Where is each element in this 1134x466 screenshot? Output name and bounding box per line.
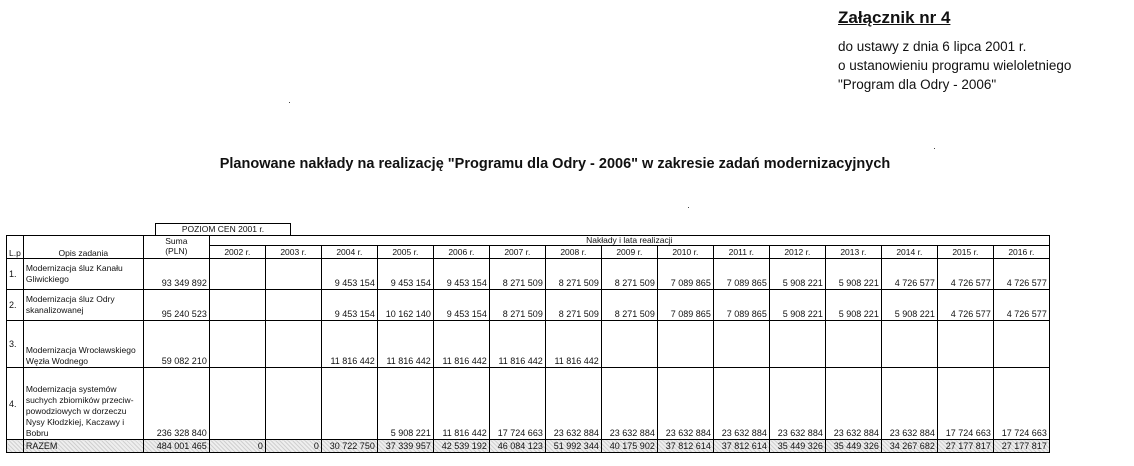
header-year: 2009 r.: [601, 246, 657, 259]
table-row: [7, 321, 1050, 368]
year-value: 23 632 884: [881, 368, 937, 440]
header-year: 2002 r.: [209, 246, 265, 259]
annex-title: Załącznik nr 4: [838, 8, 951, 27]
year-value: [209, 321, 265, 368]
year-value: 7 089 865: [713, 259, 769, 290]
year-value: [265, 290, 321, 321]
total-year-value: 27 177 817: [937, 440, 993, 453]
total-year-value: 40 175 902: [601, 440, 657, 453]
total-year-value: 37 812 614: [657, 440, 713, 453]
year-value: 8 271 509: [545, 259, 601, 290]
header-year: 2004 r.: [321, 246, 377, 259]
total-lp-cell: [7, 440, 24, 453]
header-row-group: [7, 236, 1050, 246]
year-value: [321, 368, 377, 440]
year-value: 11 816 442: [489, 321, 545, 368]
year-value: 8 271 509: [489, 290, 545, 321]
year-value: 8 271 509: [601, 290, 657, 321]
total-label: RAZEM: [23, 440, 143, 453]
year-value: 17 724 663: [489, 368, 545, 440]
task-sum: 95 240 523: [143, 290, 209, 321]
year-value: 5 908 221: [825, 290, 881, 321]
price-level-label: POZIOM CEN 2001 r.: [155, 223, 291, 235]
year-value: [601, 321, 657, 368]
total-year-value: 35 449 326: [769, 440, 825, 453]
year-value: [209, 290, 265, 321]
year-value: 8 271 509: [601, 259, 657, 290]
task-description: Modernizacja śluz Odry skanalizowanej: [23, 290, 143, 321]
header-year: 2007 r.: [489, 246, 545, 259]
annex-line-2: o ustanowieniu programu wieloletniego: [838, 58, 1072, 73]
year-value: [265, 321, 321, 368]
header-year: 2005 r.: [377, 246, 433, 259]
year-value: 17 724 663: [937, 368, 993, 440]
year-value: 23 632 884: [601, 368, 657, 440]
header-year: 2015 r.: [937, 246, 993, 259]
total-year-value: 51 992 344: [545, 440, 601, 453]
header-year: 2008 r.: [545, 246, 601, 259]
total-sum: 484 001 465: [143, 440, 209, 453]
year-value: [881, 321, 937, 368]
year-value: 17 724 663: [993, 368, 1049, 440]
year-value: 23 632 884: [545, 368, 601, 440]
year-value: [769, 321, 825, 368]
header-description: Opis zadania: [23, 236, 143, 259]
year-value: [265, 368, 321, 440]
total-year-value: 30 722 750: [321, 440, 377, 453]
year-value: [993, 321, 1049, 368]
year-value: 4 726 577: [881, 259, 937, 290]
header-year: 2006 r.: [433, 246, 489, 259]
total-row: [7, 440, 1050, 453]
table-row: [7, 290, 1050, 321]
year-value: 11 816 442: [433, 368, 489, 440]
header-year: 2014 r.: [881, 246, 937, 259]
year-value: [209, 259, 265, 290]
task-description: Modernizacja systemów suchych zbiorników przeciw-powodziowych w dorzeczu Nysy Kłodzkiej, Kaczawy i Bobru: [23, 368, 143, 440]
table-row: [7, 368, 1050, 440]
year-value: 10 162 140: [377, 290, 433, 321]
year-value: [937, 321, 993, 368]
year-value: 4 726 577: [937, 259, 993, 290]
total-year-value: 46 084 123: [489, 440, 545, 453]
header-lp: L.p: [7, 236, 24, 259]
table-body: [7, 259, 1050, 453]
annex-line-3: "Program dla Odry - 2006": [838, 77, 997, 92]
task-sum: 236 328 840: [143, 368, 209, 440]
total-year-value: 37 339 957: [377, 440, 433, 453]
year-value: 5 908 221: [769, 259, 825, 290]
year-value: 7 089 865: [713, 290, 769, 321]
header-year: 2003 r.: [265, 246, 321, 259]
year-value: [825, 321, 881, 368]
header-year: 2011 r.: [713, 246, 769, 259]
year-value: 7 089 865: [657, 290, 713, 321]
year-value: 23 632 884: [769, 368, 825, 440]
row-number: 1.: [7, 259, 24, 290]
header-expenditure-group: Nakłady i lata realizacji: [209, 236, 1049, 246]
year-value: 5 908 221: [881, 290, 937, 321]
row-number: 4.: [7, 368, 24, 440]
year-value: 11 816 442: [321, 321, 377, 368]
header-year: 2016 r.: [993, 246, 1049, 259]
year-value: 9 453 154: [321, 290, 377, 321]
year-value: 5 908 221: [377, 368, 433, 440]
year-value: 4 726 577: [937, 290, 993, 321]
year-value: [713, 321, 769, 368]
year-value: 5 908 221: [769, 290, 825, 321]
total-year-value: 0: [265, 440, 321, 453]
total-year-value: 35 449 326: [825, 440, 881, 453]
year-value: 11 816 442: [545, 321, 601, 368]
year-value: 23 632 884: [825, 368, 881, 440]
row-number: 3.: [7, 321, 24, 368]
year-value: 23 632 884: [713, 368, 769, 440]
total-year-value: 27 177 817: [993, 440, 1049, 453]
year-value: 8 271 509: [545, 290, 601, 321]
header-year: 2013 r.: [825, 246, 881, 259]
year-value: 23 632 884: [657, 368, 713, 440]
table-row: [7, 259, 1050, 290]
task-description: Modernizacja Wrocławskiego Węzła Wodnego: [23, 321, 143, 368]
total-year-value: 34 267 682: [881, 440, 937, 453]
year-value: [265, 259, 321, 290]
row-number: 2.: [7, 290, 24, 321]
year-value: 9 453 154: [433, 290, 489, 321]
year-value: 8 271 509: [489, 259, 545, 290]
total-year-value: 0: [209, 440, 265, 453]
header-year: 2010 r.: [657, 246, 713, 259]
year-value: 4 726 577: [993, 290, 1049, 321]
total-year-value: 37 812 614: [713, 440, 769, 453]
year-value: 11 816 442: [433, 321, 489, 368]
year-value: 4 726 577: [993, 259, 1049, 290]
annex-line-1: do ustawy z dnia 6 lipca 2001 r.: [838, 39, 1027, 54]
year-value: 9 453 154: [433, 259, 489, 290]
task-description: Modernizacja śluz Kanału Gliwickiego: [23, 259, 143, 290]
document-title: Planowane nakłady na realizację "Programu dla Odry - 2006" w zakresie zadań modernizacyjnych: [219, 156, 891, 172]
task-sum: 93 349 892: [143, 259, 209, 290]
task-sum: 59 082 210: [143, 321, 209, 368]
total-year-value: 42 539 192: [433, 440, 489, 453]
investment-table: [6, 235, 1050, 453]
year-value: 9 453 154: [377, 259, 433, 290]
year-value: 11 816 442: [377, 321, 433, 368]
year-value: [657, 321, 713, 368]
header-year: 2012 r.: [769, 246, 825, 259]
header-sum: Suma (PLN): [143, 236, 209, 259]
year-value: [209, 368, 265, 440]
year-value: 7 089 865: [657, 259, 713, 290]
year-value: 5 908 221: [825, 259, 881, 290]
year-value: 9 453 154: [321, 259, 377, 290]
